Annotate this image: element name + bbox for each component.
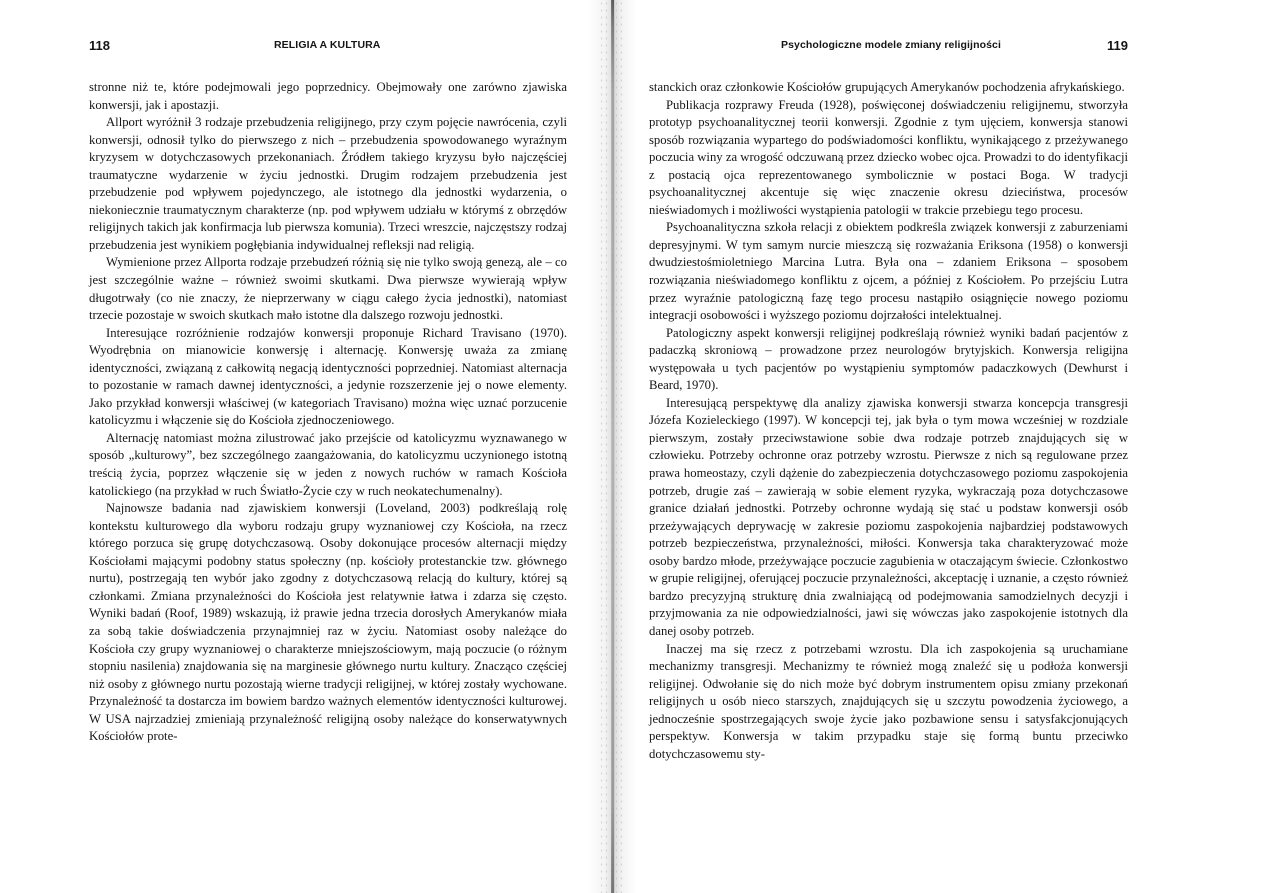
right-page-header: [649, 38, 1128, 62]
left-page-number: 118: [89, 38, 110, 53]
paragraph: Najnowsze badania nad zjawiskiem konwersji (Loveland, 2003) podkreślają rolę kontekstu kulturowego dla wyboru rodzaju grupy wyznaniowej czy Kościoła, na rzecz którego porzuca się grupę dotychczasową. Osoby dokonujące procesów alternacji między Kościołami mającymi podobny status społeczny (np. kościoły protestanckie tzw. głównego nurtu), postrzegają ten wybór jako zgodny z dotychczasową relacją do kultury, której są członkami. Zmiana przynależności do Kościoła jest relatywnie łatwa i zdarza się często. Wyniki badań (Roof, 1989) wskazują, iż prawie jedna trzecia dorosłych Amerykanów miała za sobą takie doświadczenia przynajmniej raz w życiu. Natomiast osoby należące do Kościoła czy grupy wyznaniowej o charakterze mniejszościowym, mają poczucie (o różnym stopniu nasilenia) znajdowania się na marginesie głównego nurtu kultury. Znacząco częściej niż osoby z głównego nurtu pozostają wierne tradycji religijnej, w której zostały wychowane. Przynależność ta dostarcza im bowiem bardzo ważnych elementów identyczności kulturowej. W USA najrzadziej zmieniają przynależność religijną osoby należące do konserwatywnych Kościołów prote-: [89, 501, 567, 744]
paragraph: Patologiczny aspekt konwersji religijnej podkreślają również wyniki badań pacjentów z padaczką skroniową – prowadzone przez neurologów brytyjskich. Konwersja religijna występowała u tych pacjentów po wystąpieniu symptomów padaczkowych (Dewhurst i Beard, 1970).: [649, 325, 1128, 393]
paragraph: Inaczej ma się rzecz z potrzebami wzrostu. Dla ich zaspokojenia są uruchamiane mechanizmy transgresji. Mechanizmy te również mogą znaleźć się u podłoża konwersji religijnej. Odwołanie się do nich może być dobrym instrumentem opisu zmiany przekonań religijnych u osób nieco starszych, znajdujących się u szczytu powodzenia życiowego, a jednocześnie spostrzegających swoje życie jako pozbawione sensu i satysfakcjonujących perspektyw. Konwersja w takim przypadku staje się formą buntu przeciwko dotychczasowemu sty-: [649, 641, 1128, 761]
gutter-fold: [611, 0, 614, 893]
right-page: [649, 38, 1128, 763]
paragraph: Interesujące rozróżnienie rodzajów konwersji proponuje Richard Travisano (1970). Wyodrębnia on mianowicie konwersję i alternację. Konwersję uważa za zmianę identyczności, związaną z całkowitą negacją identyczności poprzedniej. Natomiast alternacja to pozostanie w ramach dawnej identyczności, a jedynie rozszerzenie jej o nowe elementy. Jako przykład konwersji właściwej (w kategoriach Travisano) można więc uznać porzucenie katolicyzmu i włączenie się do Kościoła zjednoczeniowego.: [89, 325, 567, 428]
right-page-number: 119: [1107, 38, 1128, 53]
left-page-header: [89, 38, 567, 62]
right-running-title: Psychologiczne modele zmiany religijności: [781, 39, 1001, 51]
paragraph: Wymienione przez Allporta rodzaje przebudzeń różnią się nie tylko swoją genezą, ale – co jest szczególnie ważne – również swoimi skutkami. Dwa pierwsze wywierają wpływ długotrwały (co nie znaczy, że nieprzerwany w ciągu całego życia jednostki), natomiast trzecie pozostaje w swoich skutkach mało istotne dla dalszego rozwoju jednostki.: [89, 255, 567, 323]
left-page-body: [89, 79, 567, 746]
paragraph: Publikacja rozprawy Freuda (1928), poświęconej doświadczeniu religijnemu, stworzyła prototyp psychoanalitycznej teorii konwersji. Zgodnie z tym ujęciem, konwersja stanowi sposób rozwiązania wypartego do podświadomości konfliktu, wynikającego z przeżywanego poczucia winy za wrogość odczuwaną przez dziecko wobec ojca. Prowadzi to do identyfikacji z postacią ojca reprezentowanego symbolicznie w postaci Boga. W tradycji psychoanalitycznej akcentuje się więc znaczenie okresu dzieciństwa, procesów nieświadomych i możliwości wystąpienia patologii w trakcie przebiegu tego procesu.: [649, 97, 1128, 217]
paragraph: Allport wyróżnił 3 rodzaje przebudzenia religijnego, przy czym pojęcie nawrócenia, czyli konwersji, odnosił tylko do pierwszego z nich – przebudzenia spowodowanego wyraźnym kryzysem w dotychczasowych przekonaniach. Źródłem takiego kryzysu było najczęściej traumatyczne wydarzenie w życiu jednostki. Drugim rodzajem przebudzenia jest przebudzenie pod wpływem pojedynczego, ale istotnego dla jednostki wydarzenia, o niekoniecznie traumatycznym charakterze (np. pod wpływem udziału w którymś z obrzędów religijnych takich jak konfirmacja lub pierwsza komunia). Trzeci wreszcie, najczęstszy rodzaj przebudzenia jest wynikiem pogłębiania indywidualnej refleksji nad religią.: [89, 115, 567, 252]
paragraph: Interesującą perspektywę dla analizy zjawiska konwersji stwarza koncepcja transgresji Józefa Kozieleckiego (1997). W koncepcji tej, jak była o tym mowa wcześniej w rozdziale pierwszym, zostały przeciwstawione sobie dwa rodzaje potrzeb znajdujących się w człowieku. Potrzeby ochronne oraz potrzeby wzrostu. Pierwsze z nich są regulowane przez prawa homeostazy, czyli dążenie do zabezpieczenia dotychczasowego poziomu zaspokojenia potrzeb, drugie zaś – zawierają w sobie element ryzyka, wykraczają poza dotychczasowe granice działań jednostki. Potrzeby ochronne wydają się stać u podstaw konwersji osób przeżywających deprywację w zakresie poziomu zaspokojenia najbardziej podstawowych potrzeb bezpieczeństwa, przynależności, miłości. Konwersja taka charakteryzować może osoby bardzo młode, przeżywające poczucie zagubienia w otaczającym świecie. Członkostwo w grupie religijnej, oferującej poczucie przynależności, akceptację i uznanie, a często również bardzo precyzyjną strukturę dnia zwalniającą od podejmowania samodzielnych decyzji i przyjmowania za nie odpowiedzialności, jawi się wówczas jako zaspokojenie istotnych dla danej osoby potrzeb.: [649, 395, 1128, 638]
right-page-body: [649, 79, 1128, 763]
paragraph: Psychoanalityczna szkoła relacji z obiektem podkreśla związek konwersji z zaburzeniami depresyjnymi. W tym samym nurcie mieszczą się rozważania Eriksona (1958) o konwersji dwudziestośmioletniego Marcina Lutra. Była ona – zdaniem Eriksona – sposobem rozwiązania nieświadomego konfliktu z ojcem, a później z Kościołem. Po przejściu Lutra przez wyraźnie patologiczną fazę tego procesu nastąpiło osiągnięcie nowego poziomu integracji osobowości i wyższego poziomu dojrzałości intelektualnej.: [649, 220, 1128, 323]
left-running-title: RELIGIA A KULTURA: [274, 39, 381, 51]
paragraph: stronne niż te, które podejmowali jego poprzednicy. Obejmowały one zarówno zjawiska konwersji, jak i apostazji.: [89, 80, 567, 112]
paragraph: stanckich oraz członkowie Kościołów grupujących Amerykanów pochodzenia afrykańskiego.: [649, 80, 1125, 94]
paragraph: Alternację natomiast można zilustrować jako przejście od katolicyzmu wyznawanego w sposób „kulturowy”, bez szczególnego zaangażowania, do katolicyzmu uczynionego istotną treścią życia, poprzez włączenie się w jeden z nowych ruchów w ramach Kościoła katolickiego (na przykład w ruch Światło-Życie czy w ruch neokatechumenalny).: [89, 430, 567, 498]
book-gutter: [587, 0, 637, 893]
left-page: [89, 38, 567, 746]
